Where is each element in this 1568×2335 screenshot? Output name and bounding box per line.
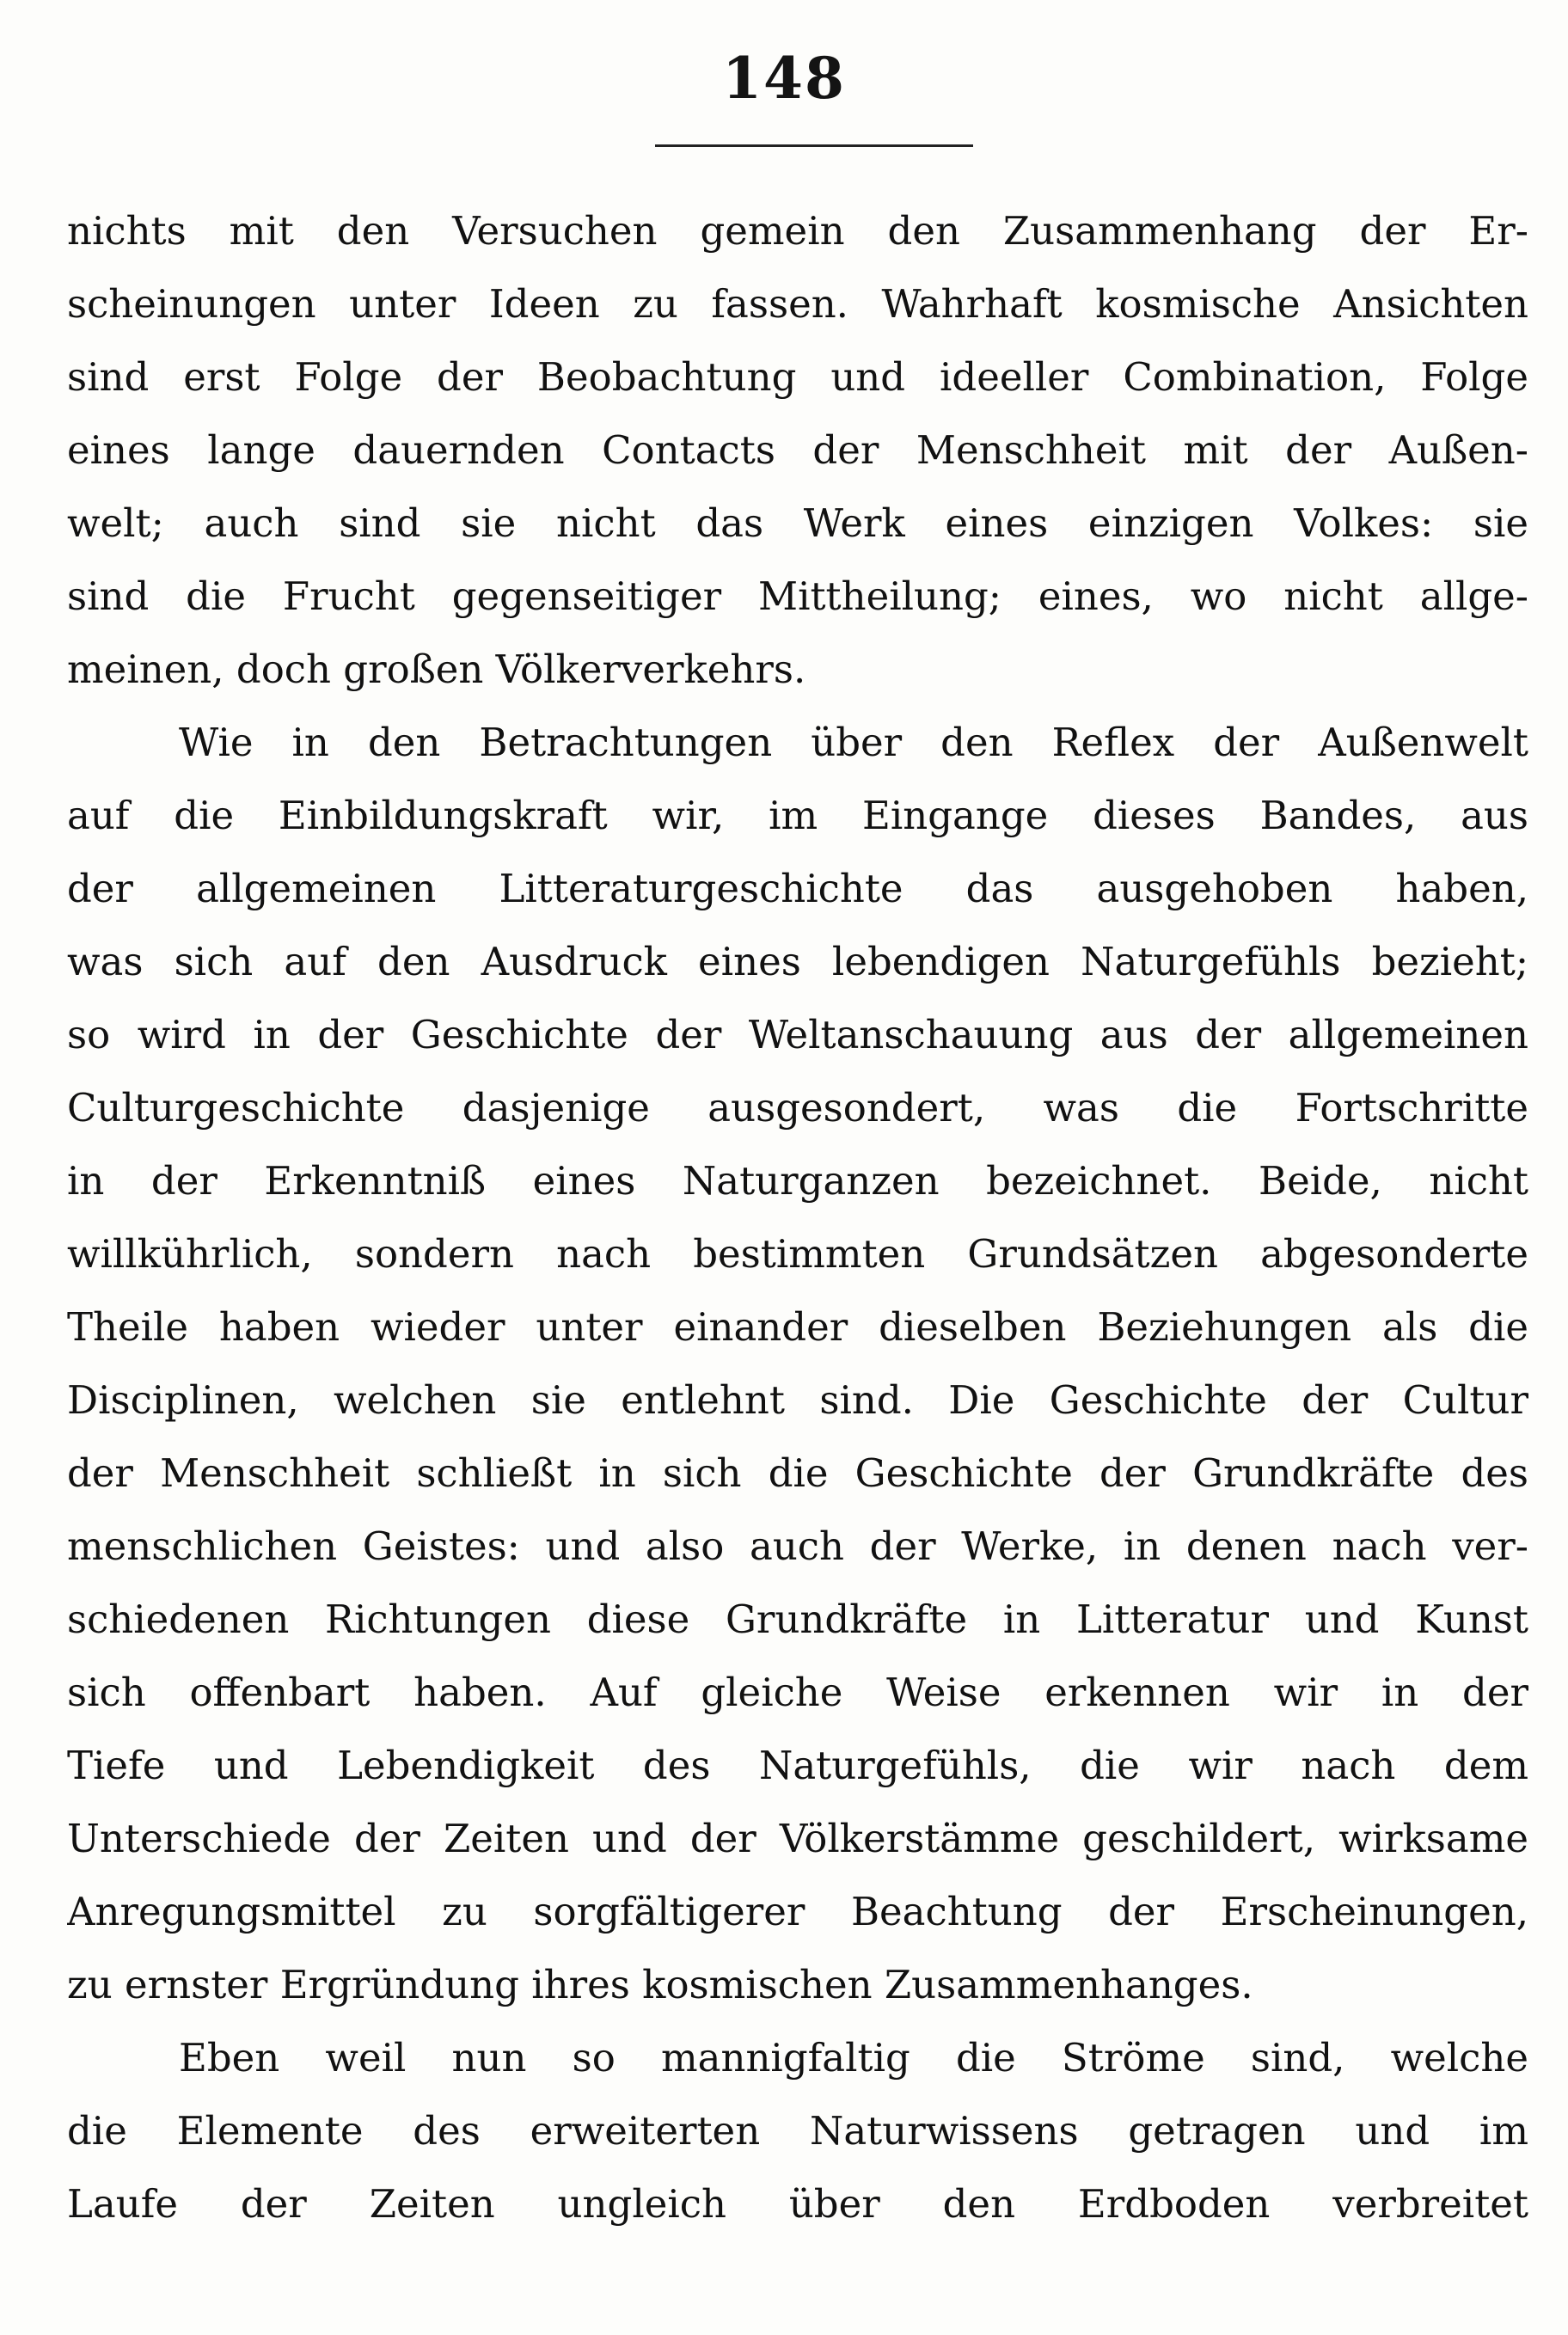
- text-line: Culturgeschichte dasjenige ausgesondert, was die Fortschritte: [67, 1085, 1528, 1131]
- text-line: die Elemente des erweiterten Naturwissens getragen und im: [67, 2108, 1528, 2154]
- text-line: Unterschiede der Zeiten und der Völkerstämme geschildert, wirksame: [67, 1816, 1528, 1861]
- text-line: was sich auf den Ausdruck eines lebendigen Naturgefühls bezieht;: [67, 939, 1528, 984]
- text-line: sich offenbart haben. Auf gleiche Weise erkennen wir in der: [67, 1670, 1528, 1715]
- text-line: so wird in der Geschichte der Weltanschauung aus der allgemeinen: [67, 1012, 1528, 1057]
- text-line: sind die Frucht gegenseitiger Mittheilung; eines, wo nicht allge-: [67, 573, 1528, 619]
- text-line: welt; auch sind sie nicht das Werk eines einzigen Volkes: sie: [67, 500, 1528, 546]
- text-line: Anregungsmittel zu sorgfältigerer Beachtung der Erscheinungen,: [67, 1889, 1528, 1934]
- text-line: Theile haben wieder unter einander dieselben Beziehungen als die: [67, 1304, 1528, 1350]
- paragraph-end-line: zu ernster Ergründung ihres kosmischen Zusammenhanges.: [67, 1962, 1253, 2007]
- paragraph-start-line: Eben weil nun so mannigfaltig die Ströme sind, welche: [179, 2035, 1528, 2081]
- text-line: auf die Einbildungskraft wir, im Eingange dieses Bandes, aus: [67, 793, 1528, 838]
- text-line: willkührlich, sondern nach bestimmten Grundsätzen abgesonderte: [67, 1231, 1528, 1277]
- text-line: nichts mit den Versuchen gemein den Zusammenhang der Er-: [67, 208, 1528, 254]
- paragraph-end-line: meinen, doch großen Völkerverkehrs.: [67, 647, 806, 692]
- text-line: schiedenen Richtungen diese Grundkräfte in Litteratur und Kunst: [67, 1597, 1528, 1642]
- text-line: scheinungen unter Ideen zu fassen. Wahrhaft kosmische Ansichten: [67, 281, 1528, 327]
- text-line: menschlichen Geistes: und also auch der Werke, in denen nach ver-: [67, 1523, 1528, 1569]
- text-line: eines lange dauernden Contacts der Menschheit mit der Außen-: [67, 427, 1528, 473]
- text-line: Tiefe und Lebendigkeit des Naturgefühls, die wir nach dem: [67, 1743, 1528, 1788]
- text-line: Disciplinen, welchen sie entlehnt sind. Die Geschichte der Cultur: [67, 1377, 1528, 1423]
- text-line: Laufe der Zeiten ungleich über den Erdboden verbreitet: [67, 2181, 1528, 2227]
- text-line: sind erst Folge der Beobachtung und ideeller Combination, Folge: [67, 354, 1528, 400]
- body-text: [67, 194, 1528, 2240]
- text-line: in der Erkenntniß eines Naturganzen bezeichnet. Beide, nicht: [67, 1158, 1528, 1204]
- text-line: der allgemeinen Litteraturgeschichte das ausgehoben haben,: [67, 866, 1528, 911]
- text-line: der Menschheit schließt in sich die Geschichte der Grundkräfte des: [67, 1450, 1528, 1496]
- page-number: 148: [722, 45, 846, 112]
- paragraph-start-line: Wie in den Betrachtungen über den Reflex der Außenwelt: [179, 720, 1528, 765]
- header-rule: [655, 144, 973, 147]
